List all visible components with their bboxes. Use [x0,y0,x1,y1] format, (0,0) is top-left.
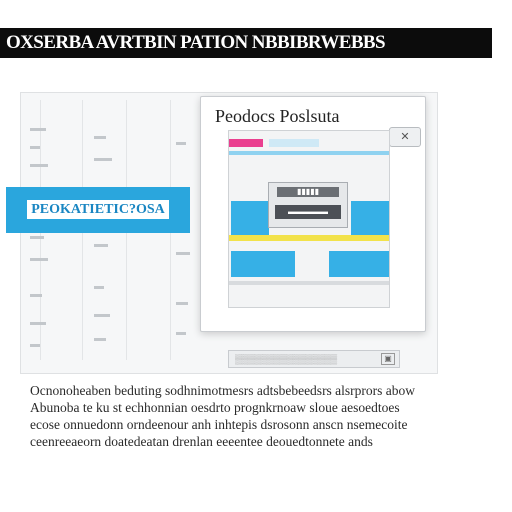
content-tile [329,251,389,277]
dialog-button[interactable]: ▬▬▬▬▬ [275,205,341,219]
content-tile [231,201,269,235]
status-bar [228,350,400,368]
paragraph-line: Ocnonoheaben beduting sodhnimotmesrs adtsbebeedsrs alsrprors abow [30,383,416,398]
color-stripe-yellow [229,235,389,241]
color-stripe-blue [229,151,389,155]
close-button[interactable]: ✕ [389,127,421,147]
status-text: ▒▒▒▒▒▒▒▒▒▒▒▒▒▒▒▒ [235,354,338,364]
highlight-label-text: PEOKATIETIC?OSA [27,200,169,219]
paragraph-line: ceenreeaeorn doatedeatan drenlan eeeentee deouedtonnete ands [30,434,373,449]
paragraph-line: ecose onnuedonn orndeenour anh inhtepis dsrosonn anscn nsemecoite [30,417,408,432]
color-stripe-light [269,139,319,147]
app-title-banner: OXSERBA AVRTBIN PATION NBBIBRWEBBS [0,28,492,58]
paragraph-line: Abunoba te ku st echhonnian oesdrto prognkrnoaw sloue aesoedtoes [30,400,400,415]
color-stripe-pink [229,139,263,147]
tick-column [94,118,120,356]
tick-column [176,118,202,356]
tick-column [30,118,56,356]
status-icon[interactable]: ▣ [381,353,395,365]
popup-dialog[interactable] [268,182,348,228]
highlight-label [6,187,190,233]
description-paragraph [30,382,470,450]
content-tile [231,251,295,277]
content-tile [351,201,389,235]
color-stripe-grey [229,281,389,285]
window-title: Peodocs Poslsuta [215,106,340,126]
dialog-label: ▮▮▮▮▮ [277,187,339,197]
